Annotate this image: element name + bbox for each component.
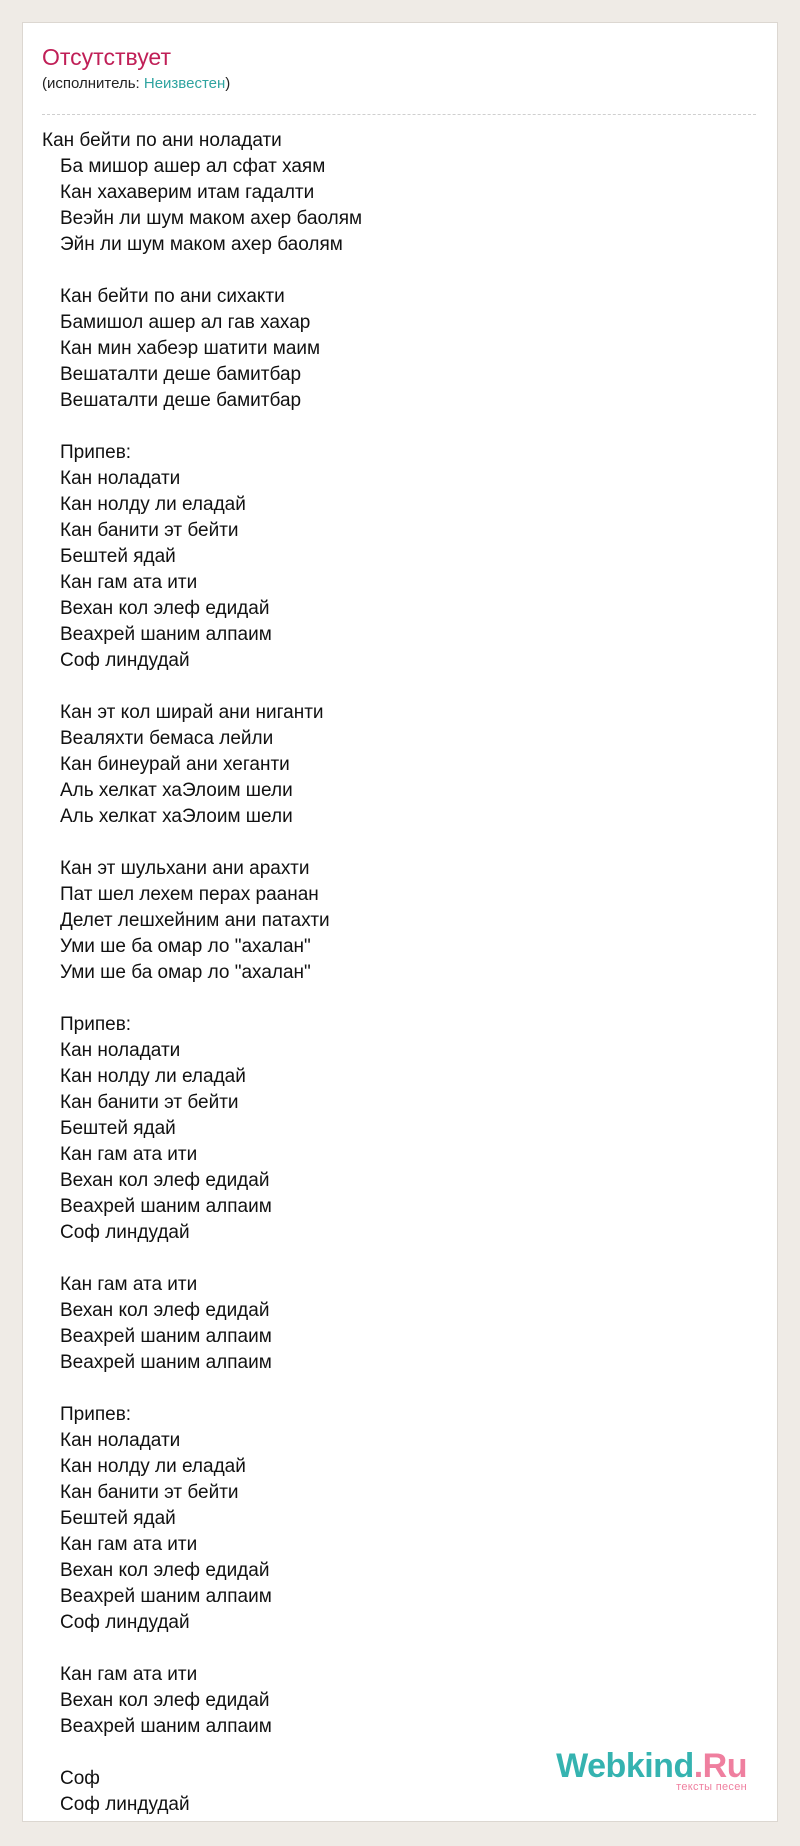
lyrics-line: Соф: [60, 1768, 100, 1789]
lyrics-line: Вехан кол элеф едидай: [60, 1170, 270, 1191]
logo-tagline: тексты песен: [676, 1781, 747, 1793]
song-header: [42, 43, 756, 93]
lyrics-line: Вешаталти деше бамитбар: [60, 364, 302, 385]
lyrics-line: Вехан кол элеф едидай: [60, 598, 270, 619]
lyrics-blank-line: [42, 258, 756, 284]
artist-line: [42, 75, 756, 93]
lyrics-line: Кан мин хабеэр шатити маим: [60, 338, 321, 359]
lyrics-line: Кан нолду ли еладай: [60, 494, 246, 515]
lyrics-line: Аль хелкат хаЭлоим шели: [60, 780, 293, 801]
lyrics-blank-line: [42, 1246, 756, 1272]
artist-prefix: (исполнитель:: [42, 75, 144, 92]
lyrics-blank-line: [42, 1636, 756, 1662]
lyrics-line: Кан ноладати: [60, 468, 181, 489]
lyrics-line: Бештей ядай: [60, 1118, 176, 1139]
lyrics-line: Припев:: [60, 1014, 132, 1035]
lyrics-line: Соф линдудай: [60, 650, 190, 671]
lyrics-blank-line: [42, 414, 756, 440]
lyrics-line: Кан нолду ли еладай: [60, 1066, 246, 1087]
lyrics-line: Вешаталти деше бамитбар: [60, 390, 302, 411]
lyrics-line: Кан ноладати: [60, 1040, 181, 1061]
lyrics-line: Кан банити эт бейти: [60, 1092, 239, 1113]
lyrics-line: Ба мишор ашер ал сфат хаям: [60, 156, 326, 177]
lyrics-blank-line: [42, 830, 756, 856]
lyrics-blank-line: [42, 986, 756, 1012]
content-card: [22, 22, 778, 1822]
lyrics-line: Веэйн ли шум маком ахер баолям: [60, 208, 363, 229]
lyrics-line: Кан ноладати: [60, 1430, 181, 1451]
lyrics-line: Кан бейти по ани сихакти: [60, 286, 285, 307]
lyrics-line: Аль хелкат хаЭлоим шели: [60, 806, 293, 827]
lyrics-blank-line: [42, 1376, 756, 1402]
webkind-logo[interactable]: [556, 1749, 747, 1793]
lyrics-line: Бештей ядай: [60, 546, 176, 567]
lyrics-line: Кан бинеурай ани хеганти: [60, 754, 290, 775]
lyrics-line: Соф линдудай: [60, 1222, 190, 1243]
lyrics-line: Веахрей шаним алпаим: [60, 1196, 272, 1217]
song-title: Отсутствует: [42, 44, 171, 70]
lyrics-line: Соф линдудай: [60, 1612, 190, 1633]
lyrics-line: Соф линдудай: [60, 1794, 190, 1815]
lyrics-line: Кан эт кол ширай ани ниганти: [60, 702, 324, 723]
lyrics-line: Эйн ли шум маком ахер баолям: [60, 234, 343, 255]
logo-wordmark: [556, 1749, 747, 1783]
lyrics-line: Делет лешхейним ани патахти: [60, 910, 330, 931]
lyrics-line: Пат шел лехем перах раанан: [60, 884, 319, 905]
lyrics-line: Кан гам ата ити: [60, 1144, 198, 1165]
lyrics-line: Вехан кол элеф едидай: [60, 1300, 270, 1321]
lyrics-line: Вехан кол элеф едидай: [60, 1560, 270, 1581]
lyrics-line: Кан гам ата ити: [60, 1534, 198, 1555]
lyrics-line: Веахрей шаним алпаим: [60, 1586, 272, 1607]
lyrics-line: Кан гам ата ити: [60, 572, 198, 593]
lyrics-line: Вехан кол элеф едидай: [60, 1690, 270, 1711]
lyrics-line: Веахрей шаним алпаим: [60, 1326, 272, 1347]
header-divider: [42, 114, 756, 115]
lyrics-line: Кан гам ата ити: [60, 1274, 198, 1295]
lyrics-line: Веахрей шаним алпаим: [60, 624, 272, 645]
lyrics-line: Бештей ядай: [60, 1508, 176, 1529]
lyrics-block: [42, 128, 756, 1818]
lyrics-line: Веаляхти бемаса лейли: [60, 728, 274, 749]
lyrics-line: Кан банити эт бейти: [60, 1482, 239, 1503]
lyrics-line: Кан бейти по ани ноладати: [42, 130, 282, 151]
lyrics-line: Кан гам ата ити: [60, 1664, 198, 1685]
lyrics-line: Припев:: [60, 1404, 132, 1425]
lyrics-line: Кан банити эт бейти: [60, 520, 239, 541]
logo-main-text: Webkind: [556, 1747, 694, 1785]
lyrics-line: Веахрей шаним алпаим: [60, 1352, 272, 1373]
artist-link[interactable]: Неизвестен: [143, 75, 226, 92]
lyrics-line: Веахрей шаним алпаим: [60, 1716, 272, 1737]
lyrics-line: Уми ше ба омар ло "ахалан": [60, 936, 311, 957]
lyrics-line: Кан нолду ли еладай: [60, 1456, 246, 1477]
artist-suffix: ): [225, 75, 231, 92]
lyrics-line: Кан эт шульхани ани арахти: [60, 858, 310, 879]
lyrics-line: Уми ше ба омар ло "ахалан": [60, 962, 311, 983]
lyrics-line: Припев:: [60, 442, 132, 463]
lyrics-line: Кан хахаверим итам гадалти: [60, 182, 315, 203]
logo-suffix-text: .Ru: [693, 1747, 747, 1785]
lyrics-line: Бамишол ашер ал гав хахар: [60, 312, 311, 333]
lyrics-blank-line: [42, 674, 756, 700]
